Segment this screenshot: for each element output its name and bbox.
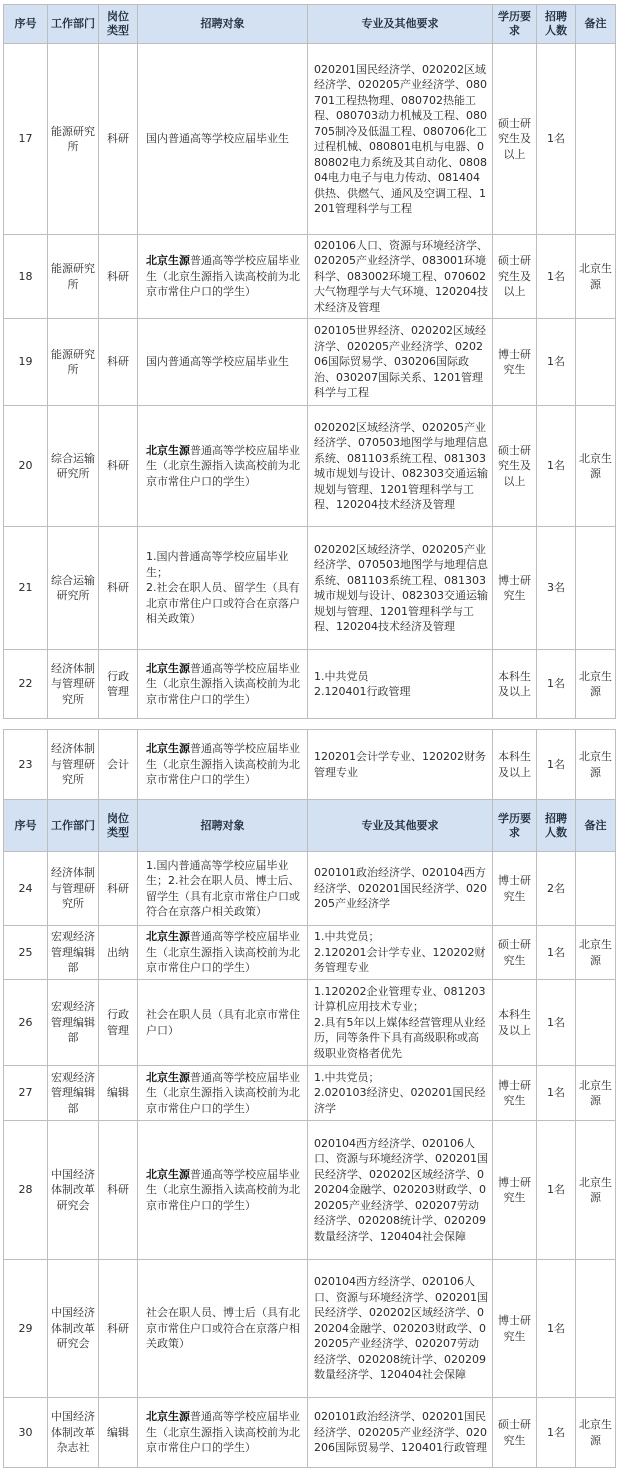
row-target-text: 1.国内普通高等学校应届毕业生； 2.社会在职人员、留学生（具有北京市常住户口或符合在京落户相关政策） — [146, 550, 300, 626]
row-education: 本科生及以上 — [493, 730, 537, 800]
row-target — [138, 44, 308, 235]
table-row — [4, 650, 616, 719]
row-dept: 能源研究所 — [48, 319, 99, 406]
row-note: 北京生源 — [576, 235, 616, 319]
row-education: 博士研究生 — [493, 852, 537, 926]
row-note — [576, 44, 616, 235]
row-count: 1名 — [537, 650, 576, 719]
row-type: 科研 — [99, 852, 138, 926]
table-row — [4, 980, 616, 1066]
row-target-text: 普通高等学校应届毕业生（北京生源指入读高校前为北京市常住户口的学生） — [146, 254, 300, 299]
row-dept: 经济体制与管理研究所 — [48, 852, 99, 926]
table-row — [4, 926, 616, 980]
row-no: 26 — [4, 980, 48, 1066]
row-type: 会计 — [99, 730, 138, 800]
header-edu: 学历要求 — [493, 5, 537, 44]
row-note: 北京生源 — [576, 926, 616, 980]
row-target-text: 普通高等学校应届毕业生（北京生源指入读高校前为北京市常住户口的学生） — [146, 930, 300, 975]
recruitment-table-part-1 — [3, 4, 616, 719]
row-target — [138, 980, 308, 1066]
row-note: 北京生源 — [576, 406, 616, 527]
table-row — [4, 852, 616, 926]
row-target-text: 普通高等学校应届毕业生（北京生源指入读高校前为北京市常住户口的学生） — [146, 1410, 300, 1455]
row-no: 18 — [4, 235, 48, 319]
header-note: 备注 — [576, 800, 616, 852]
table-row — [4, 1260, 616, 1398]
header-no: 序号 — [4, 800, 48, 852]
row-note: 北京生源 — [576, 730, 616, 800]
row-education: 硕士研究生及以上 — [493, 406, 537, 527]
row-no: 17 — [4, 44, 48, 235]
row-requirements: 020106人口、资源与环境经济学、020205产业经济学、083001环境科学、083002环境工程、070602大气物理学与大气环境、120204技术经济及管理 — [308, 235, 493, 319]
row-education: 硕士研究生及以上 — [493, 44, 537, 235]
row-note — [576, 980, 616, 1066]
row-note: 北京生源 — [576, 1121, 616, 1260]
row-requirements: 020101政治经济学、020201国民经济学、020205产业经济学、020206国际贸易学、120401行政管理 — [308, 1398, 493, 1468]
row-dept: 综合运输研究所 — [48, 527, 99, 650]
header-dept: 工作部门 — [48, 800, 99, 852]
row-target — [138, 852, 308, 926]
row-target — [138, 235, 308, 319]
row-no: 30 — [4, 1398, 48, 1468]
row-requirements: 020104西方经济学、020106人口、资源与环境经济学、020201国民经济学、020202区域经济学、020204金融学、020203财政学、020205产业经济学、020207劳动经济学、020208统计学、020209数量经济学、120404社会保障 — [308, 1260, 493, 1398]
row-target-highlight: 北京生源 — [146, 1410, 190, 1424]
row-dept: 经济体制与管理研究所 — [48, 730, 99, 800]
row-requirements: 1.120202企业管理专业、081203计算机应用技术专业； 2.具有5年以上媒体经营管理从业经历，同等条件下具有高级职称或高级职业资格者优先 — [308, 980, 493, 1066]
row-target — [138, 1121, 308, 1260]
row-education: 本科生及以上 — [493, 650, 537, 719]
row-education: 本科生及以上 — [493, 980, 537, 1066]
row-education: 博士研究生 — [493, 1260, 537, 1398]
row-target — [138, 650, 308, 719]
row-target-text: 国内普通高等学校应届毕业生 — [146, 132, 289, 146]
row-dept: 能源研究所 — [48, 235, 99, 319]
header-num: 招聘人数 — [537, 5, 576, 44]
row-target — [138, 1066, 308, 1121]
row-no: 28 — [4, 1121, 48, 1260]
row-requirements: 020105世界经济、020202区域经济学、020205产业经济学、020206国际贸易学、030206国际政治、030207国际关系、1201管理科学与工程 — [308, 319, 493, 406]
row-dept: 经济体制与管理研究所 — [48, 650, 99, 719]
row-note — [576, 1260, 616, 1398]
header-target: 招聘对象 — [138, 5, 308, 44]
row-no: 20 — [4, 406, 48, 527]
row-requirements: 120201会计学专业、120202财务管理专业 — [308, 730, 493, 800]
row-target — [138, 406, 308, 527]
row-type: 科研 — [99, 235, 138, 319]
row-note: 北京生源 — [576, 650, 616, 719]
row-target-text: 1.国内普通高等学校应届毕业生；2.社会在职人员、博士后、留学生（具有北京市常住户口或符合在京落户相关政策） — [146, 858, 300, 918]
row-requirements: 1.中共党员 2.120401行政管理 — [308, 650, 493, 719]
row-requirements: 1.中共党员； 2.020103经济史、020201国民经济学 — [308, 1066, 493, 1121]
table-row — [4, 730, 616, 800]
row-count: 1名 — [537, 980, 576, 1066]
row-dept: 综合运输研究所 — [48, 406, 99, 527]
row-count: 1名 — [537, 406, 576, 527]
table-row — [4, 319, 616, 406]
row-no: 21 — [4, 527, 48, 650]
header-req: 专业及其他要求 — [308, 5, 493, 44]
row-requirements: 020101政治经济学、020104西方经济学、020201国民经济学、020205产业经济学 — [308, 852, 493, 926]
row-count: 1名 — [537, 1260, 576, 1398]
row-target-highlight: 北京生源 — [146, 254, 190, 268]
row-target-highlight: 北京生源 — [146, 742, 190, 756]
row-type: 行政管理 — [99, 650, 138, 719]
row-target-text: 普通高等学校应届毕业生（北京生源指入读高校前为北京市常住户口的学生） — [146, 1167, 300, 1212]
row-dept: 中国经济体制改革研究会 — [48, 1121, 99, 1260]
row-count: 1名 — [537, 1066, 576, 1121]
row-target — [138, 730, 308, 800]
row-count: 1名 — [537, 926, 576, 980]
row-target-text: 普通高等学校应届毕业生（北京生源指入读高校前为北京市常住户口的学生） — [146, 443, 300, 488]
header-type: 岗位类型 — [99, 800, 138, 852]
page-gap — [0, 720, 618, 729]
row-type: 科研 — [99, 1121, 138, 1260]
row-requirements: 020104西方经济学、020106人口、资源与环境经济学、020201国民经济学、020202区域经济学、020204金融学、020203财政学、020205产业经济学、020207劳动经济学、020208统计学、020209数量经济学、120404社会保障 — [308, 1121, 493, 1260]
table-header-row-repeat — [4, 800, 616, 852]
row-no: 23 — [4, 730, 48, 800]
row-type: 行政管理 — [99, 980, 138, 1066]
row-no: 22 — [4, 650, 48, 719]
row-dept: 能源研究所 — [48, 44, 99, 235]
row-education: 博士研究生 — [493, 1121, 537, 1260]
row-target — [138, 1398, 308, 1468]
row-target — [138, 319, 308, 406]
row-dept: 宏观经济管理编辑部 — [48, 1066, 99, 1121]
row-target-text: 社会在职人员、博士后（具有北京市常住户口或符合在京落户相关政策） — [146, 1306, 300, 1351]
row-target-text: 普通高等学校应届毕业生（北京生源指入读高校前为北京市常住户口的学生） — [146, 1070, 300, 1115]
row-dept: 宏观经济管理编辑部 — [48, 926, 99, 980]
row-target — [138, 527, 308, 650]
table-row — [4, 1121, 616, 1260]
row-education: 硕士研究生及以上 — [493, 235, 537, 319]
row-education: 博士研究生 — [493, 527, 537, 650]
row-count: 1名 — [537, 730, 576, 800]
row-education: 博士研究生 — [493, 319, 537, 406]
row-no: 24 — [4, 852, 48, 926]
row-no: 29 — [4, 1260, 48, 1398]
row-count: 1名 — [537, 1121, 576, 1260]
row-count: 3名 — [537, 527, 576, 650]
row-type: 编辑 — [99, 1398, 138, 1468]
header-target: 招聘对象 — [138, 800, 308, 852]
row-type: 科研 — [99, 406, 138, 527]
row-type: 编辑 — [99, 1066, 138, 1121]
row-requirements: 020202区域经济学、020205产业经济学、070503地图学与地理信息系统、081103系统工程、081303城市规划与设计、082303交通运输规划与管理、1201管理科学与工程、120204技术经济及管理 — [308, 527, 493, 650]
table-row — [4, 1066, 616, 1121]
row-note — [576, 527, 616, 650]
row-note: 北京生源 — [576, 1398, 616, 1468]
row-target-highlight: 北京生源 — [146, 443, 190, 457]
row-education: 硕士研究生 — [493, 1398, 537, 1468]
row-count: 1名 — [537, 235, 576, 319]
row-no: 27 — [4, 1066, 48, 1121]
row-type: 科研 — [99, 319, 138, 406]
header-req: 专业及其他要求 — [308, 800, 493, 852]
row-type: 科研 — [99, 44, 138, 235]
row-target-text: 普通高等学校应届毕业生（北京生源指入读高校前为北京市常住户口的学生） — [146, 742, 300, 787]
row-target-text: 普通高等学校应届毕业生（北京生源指入读高校前为北京市常住户口的学生） — [146, 661, 300, 706]
row-no: 19 — [4, 319, 48, 406]
row-dept: 宏观经济管理编辑部 — [48, 980, 99, 1066]
row-dept: 中国经济体制改革研究会 — [48, 1260, 99, 1398]
row-dept: 中国经济体制改革杂志社 — [48, 1398, 99, 1468]
row-requirements: 020202区域经济学、020205产业经济学、070503地图学与地理信息系统、081103系统工程、081303城市规划与设计、082303交通运输规划与管理、1201管理科学与工程、120204技术经济及管理 — [308, 406, 493, 527]
header-edu: 学历要求 — [493, 800, 537, 852]
row-target-text: 社会在职人员（具有北京市常住户口） — [146, 1008, 300, 1037]
row-requirements: 1.中共党员； 2.120201会计学专业、120202财务管理专业 — [308, 926, 493, 980]
row-target-highlight: 北京生源 — [146, 661, 190, 675]
table-row — [4, 235, 616, 319]
table-row — [4, 527, 616, 650]
table-row — [4, 44, 616, 235]
row-note — [576, 319, 616, 406]
header-num: 招聘人数 — [537, 800, 576, 852]
header-dept: 工作部门 — [48, 5, 99, 44]
header-type: 岗位类型 — [99, 5, 138, 44]
table-row — [4, 1398, 616, 1468]
row-target — [138, 1260, 308, 1398]
row-requirements: 020201国民经济学、020202区域经济学、020205产业经济学、080701工程热物理、080702热能工程、080703动力机械及工程、080705制冷及低温工程、080706化工过程机械、080801电机与电器、080802电力系统及其自动化、080804电力电子与电力传动、081404供热、供燃气、通风及空调工程、1201管理科学与工程 — [308, 44, 493, 235]
header-note: 备注 — [576, 5, 616, 44]
table-header-row — [4, 5, 616, 44]
row-target-text: 国内普通高等学校应届毕业生 — [146, 355, 289, 369]
row-target-highlight: 北京生源 — [146, 930, 190, 944]
recruitment-table-part-2 — [3, 729, 616, 1468]
header-no: 序号 — [4, 5, 48, 44]
row-education: 博士研究生 — [493, 1066, 537, 1121]
row-type: 出纳 — [99, 926, 138, 980]
row-count: 1名 — [537, 44, 576, 235]
table-row — [4, 406, 616, 527]
row-count: 2名 — [537, 852, 576, 926]
row-note: 北京生源 — [576, 1066, 616, 1121]
row-count: 1名 — [537, 1398, 576, 1468]
row-education: 硕士研究生 — [493, 926, 537, 980]
row-type: 科研 — [99, 1260, 138, 1398]
row-no: 25 — [4, 926, 48, 980]
row-target — [138, 926, 308, 980]
row-count: 1名 — [537, 319, 576, 406]
row-type: 科研 — [99, 527, 138, 650]
row-target-highlight: 北京生源 — [146, 1167, 190, 1181]
row-note — [576, 852, 616, 926]
row-target-highlight: 北京生源 — [146, 1070, 190, 1084]
